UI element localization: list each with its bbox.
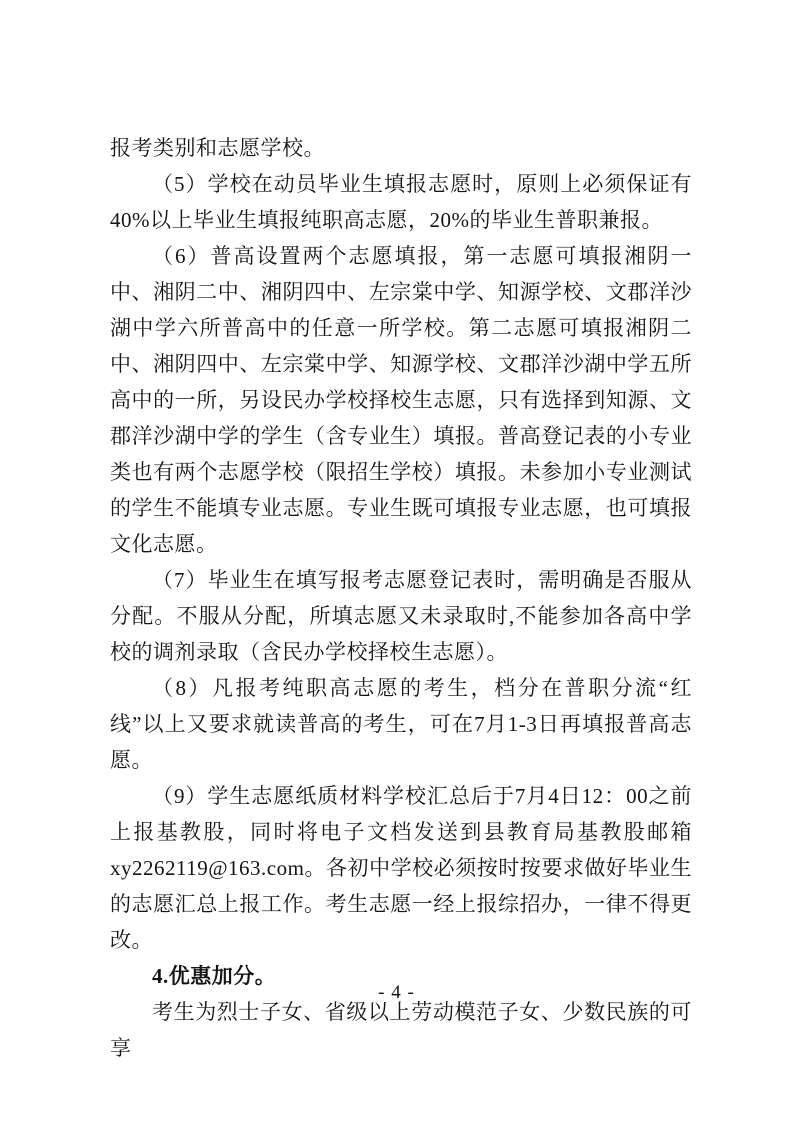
paragraph-item-8: （8）凡报考纯职高志愿的考生，档分在普职分流“红线”以上又要求就读普高的考生，可在7月1-3日再填报普高志愿。 <box>110 676 692 772</box>
document-body <box>110 130 692 1066</box>
page-number: - 4 - <box>378 982 415 1003</box>
paragraph-bonus-points-body: 考生为烈士子女、省级以上劳动模范子女、少数民族的可享 <box>110 1000 692 1060</box>
section-heading-bonus-points: 4.优惠加分。 <box>152 964 277 988</box>
paragraph-item-7: （7）毕业生在填写报考志愿登记表时，需明确是否服从分配。不服从分配，所填志愿又未录取时,不能参加各高中学校的调剂录取（含民办学校择校生志愿）。 <box>110 568 692 664</box>
paragraph-item-9: （9）学生志愿纸质材料学校汇总后于7月4日12：00之前上报基教股，同时将电子文档发送到县教育局基教股邮箱xy2262119@163.com。各初中学校必须按时按要求做好毕业生的志愿汇总上报工作。考生志愿一经上报综招办，一律不得更改。 <box>110 784 692 952</box>
paragraph-continuation: 报考类别和志愿学校。 <box>110 136 325 160</box>
paragraph-item-5: （5）学校在动员毕业生填报志愿时，原则上必须保证有40%以上毕业生填报纯职高志愿，20%的毕业生普职兼报。 <box>110 172 692 232</box>
paragraph-item-6: （6）普高设置两个志愿填报，第一志愿可填报湘阴一中、湘阴二中、湘阴四中、左宗棠中学、知源学校、文郡洋沙湖中学六所普高中的任意一所学校。第二志愿可填报湘阴二中、湘阴四中、左宗棠中学、知源学校、文郡洋沙湖中学五所高中的一所，另设民办学校择校生志愿，只有选择到知源、文郡洋沙湖中学的学生（含专业生）填报。普高登记表的小专业类也有两个志愿学校（限招生学校）填报。未参加小专业测试的学生不能填专业志愿。专业生既可填报专业志愿，也可填报文化志愿。 <box>110 244 692 556</box>
